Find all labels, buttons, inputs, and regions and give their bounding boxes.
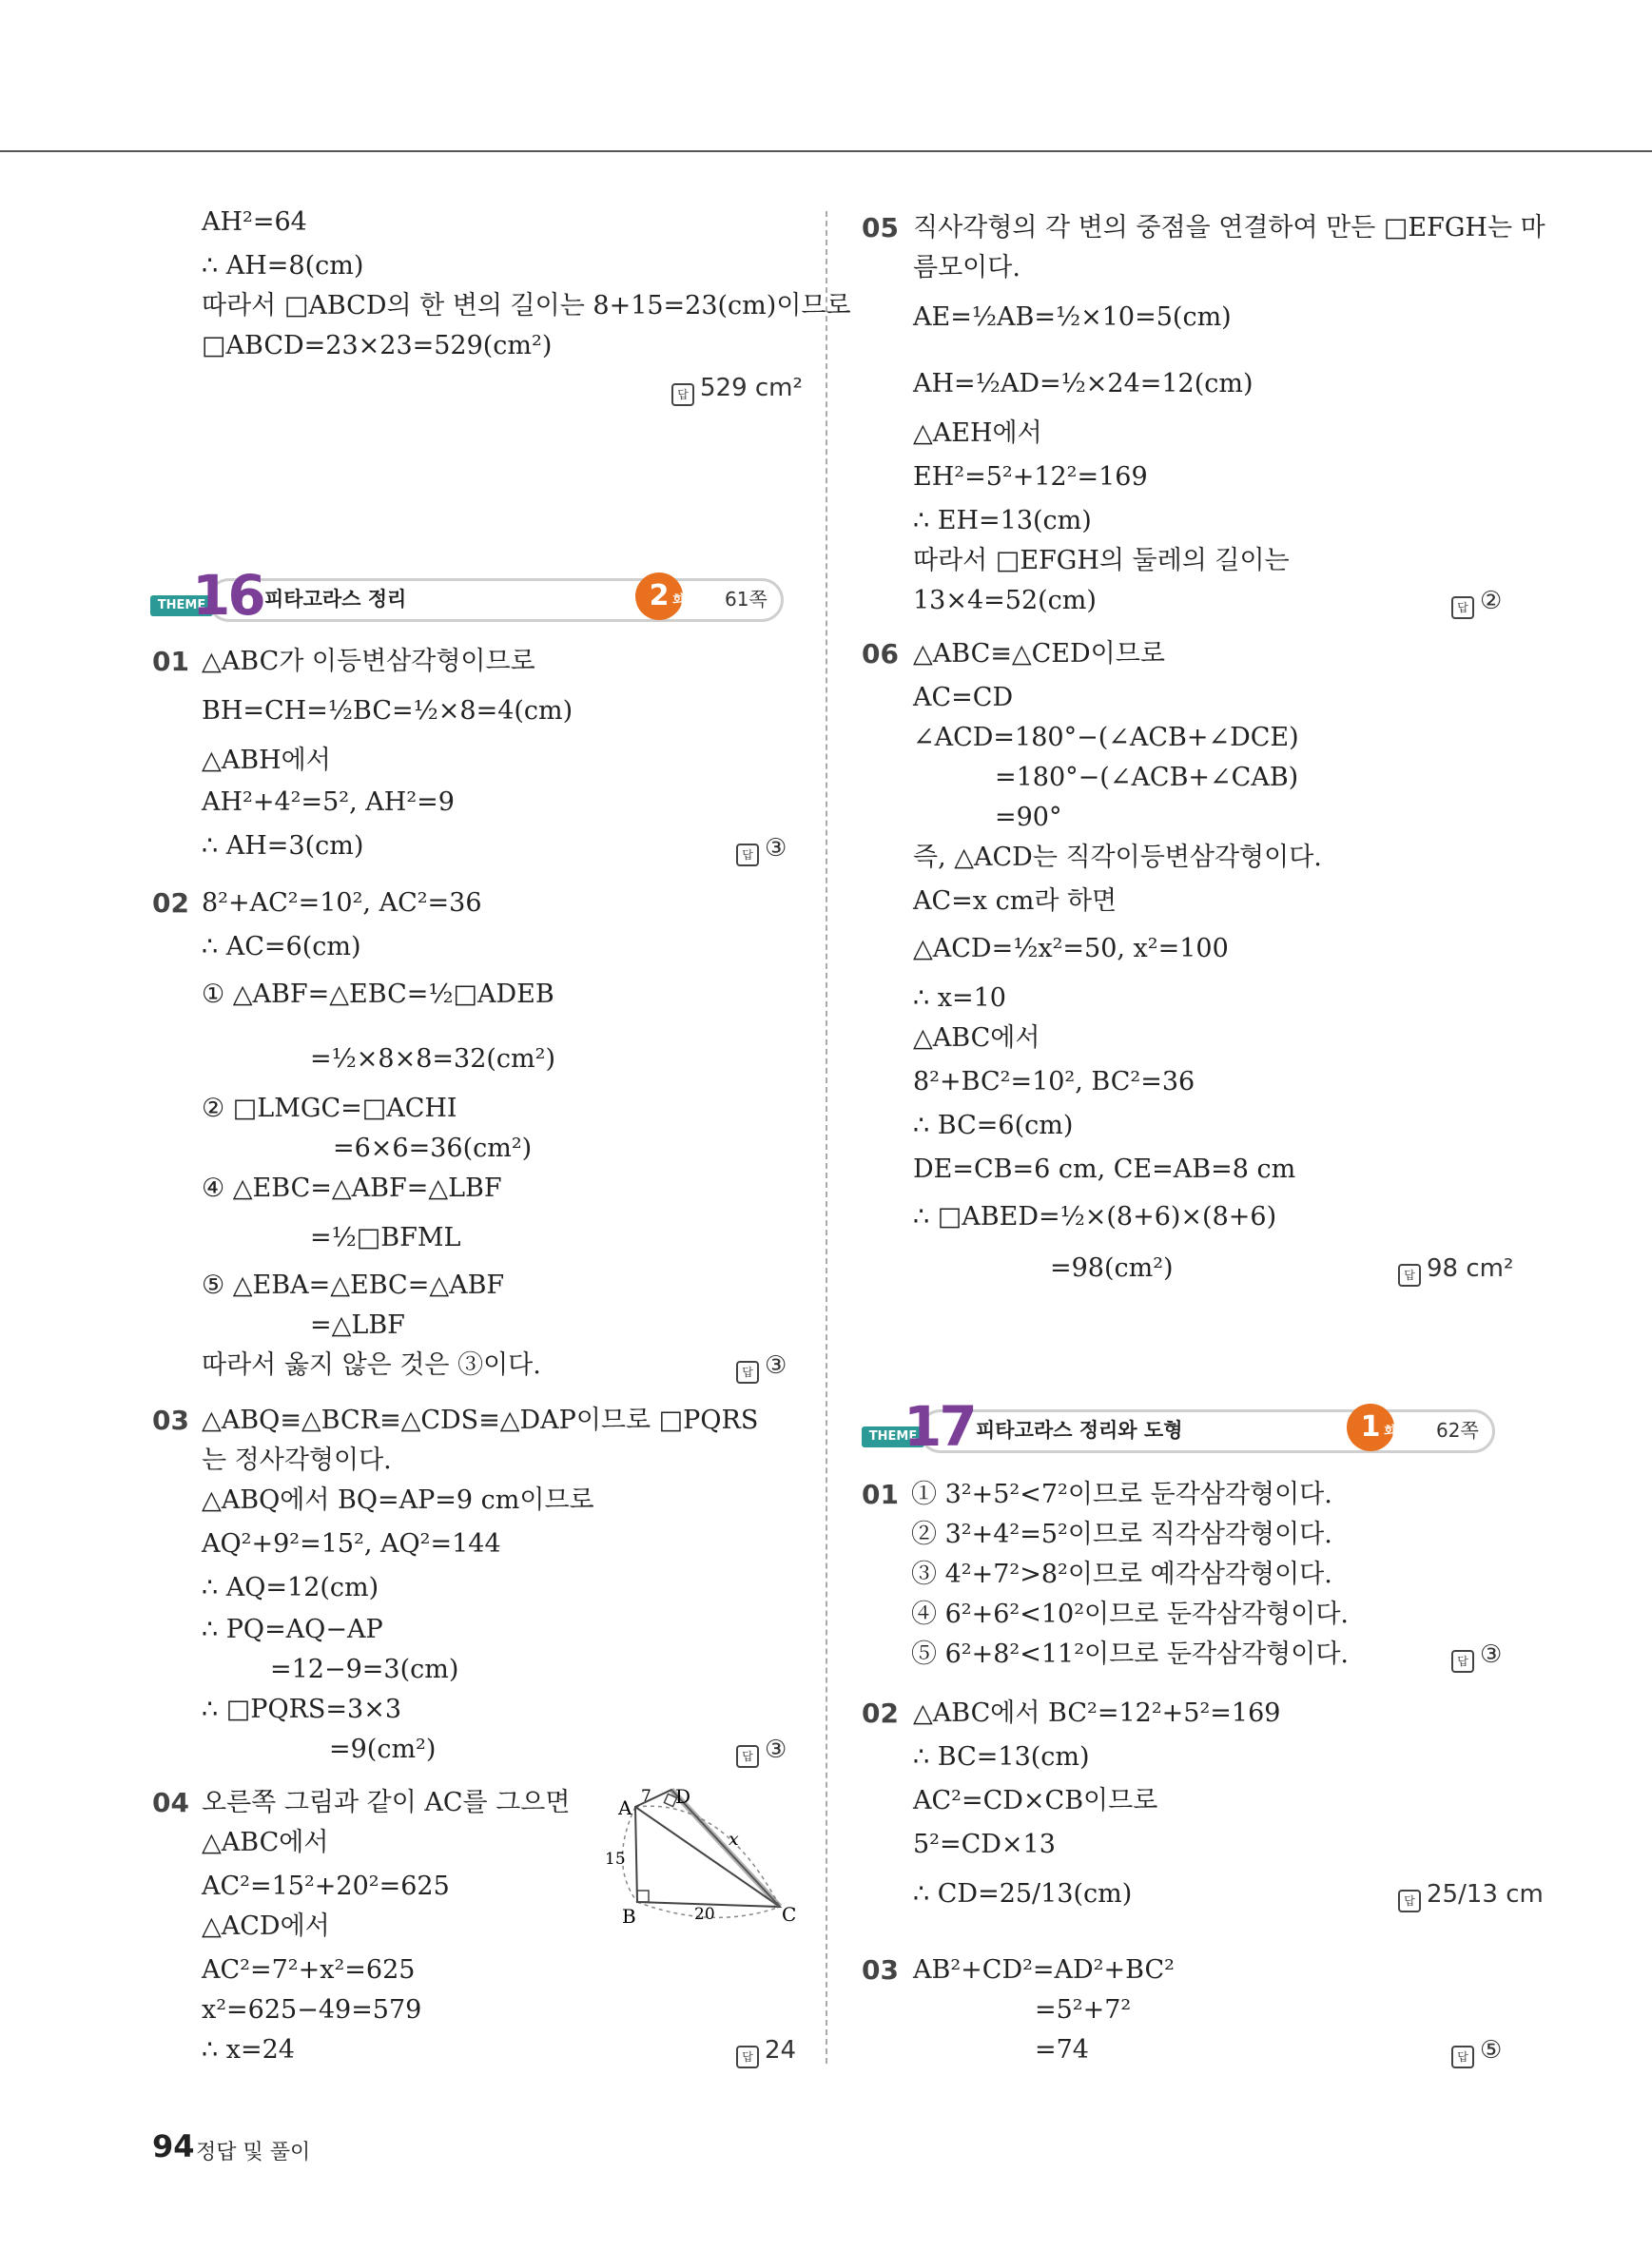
text-line: 따라서 □ABCD의 한 변의 길이는 8+15=23(cm)이므로 bbox=[202, 291, 851, 320]
theme-tag: THEME bbox=[150, 595, 213, 616]
header-rule bbox=[0, 150, 1652, 152]
question-number: 04 bbox=[152, 1787, 189, 1818]
label-c: C bbox=[782, 1903, 797, 1926]
diagonal-ac bbox=[635, 1807, 780, 1907]
text-line: ∴ AC=6(cm) bbox=[202, 932, 361, 961]
answer-value: 24 bbox=[765, 2036, 797, 2065]
answer-icon: 답 bbox=[736, 1745, 759, 1768]
answer-icon: 답 bbox=[736, 2046, 759, 2068]
label-ab: 15 bbox=[605, 1850, 626, 1869]
label-d: D bbox=[675, 1788, 691, 1808]
page-ref: 62쪽 bbox=[1436, 1419, 1479, 1442]
answer bbox=[671, 371, 803, 406]
text-line: ∴ EH=13(cm) bbox=[913, 506, 1092, 535]
text-line: AC²=7²+x²=625 bbox=[202, 1955, 416, 1985]
question-number: 03 bbox=[152, 1405, 189, 1436]
theme-title: 피타고라스 정리 bbox=[264, 588, 407, 611]
question-number: 01 bbox=[862, 1479, 899, 1510]
text-line: △ABC가 이등변삼각형이므로 bbox=[202, 647, 535, 676]
page-ref: 61쪽 bbox=[725, 588, 768, 611]
answer-icon: 답 bbox=[736, 1361, 759, 1384]
text-line: □ABCD=23×23=529(cm²) bbox=[202, 331, 553, 360]
label-a: A bbox=[618, 1796, 632, 1819]
text-line: AQ²+9²=15², AQ²=144 bbox=[202, 1529, 501, 1559]
text-line: AB²+CD²=AD²+BC² bbox=[913, 1955, 1175, 1985]
answer bbox=[1398, 1877, 1544, 1912]
text-line: 직사각형의 각 변의 중점을 연결하여 만든 □EFGH는 마 bbox=[913, 213, 1545, 243]
quadrilateral-figure bbox=[599, 1788, 799, 1940]
answer bbox=[736, 2033, 796, 2068]
footer-label: 정답 및 풀이 bbox=[196, 2141, 311, 2164]
text-line: ∠ACD=180°−(∠ACB+∠DCE) bbox=[913, 723, 1299, 752]
text-line: =12−9=3(cm) bbox=[270, 1655, 459, 1684]
answer-value: 529 cm² bbox=[700, 374, 803, 402]
question-number: 02 bbox=[862, 1698, 899, 1729]
answer bbox=[1398, 1252, 1513, 1287]
text-line: ∴ x=24 bbox=[202, 2035, 295, 2065]
text-line: ② □LMGC=□ACHI bbox=[202, 1094, 457, 1123]
text-line: AH=½AD=½×24=12(cm) bbox=[913, 369, 1254, 398]
answer-value: ⑤ bbox=[1480, 2036, 1503, 2065]
round-suffix: 회 bbox=[672, 593, 685, 608]
page-number: 94 bbox=[152, 2128, 195, 2164]
text-line: ④ △EBC=△ABF=△LBF bbox=[202, 1174, 502, 1203]
text-line: ∴ BC=6(cm) bbox=[913, 1111, 1074, 1140]
round-badge: 2 bbox=[635, 572, 683, 620]
theme-number: 16 bbox=[192, 563, 263, 628]
answer-value: ③ bbox=[765, 1736, 787, 1764]
text-line: AC²=15²+20²=625 bbox=[202, 1872, 450, 1901]
text-line: 름모이다. bbox=[913, 253, 1020, 282]
theme-number: 17 bbox=[904, 1394, 975, 1459]
text-line: 따라서 옳지 않은 것은 ③이다. bbox=[202, 1350, 541, 1380]
text-line: =6×6=36(cm²) bbox=[333, 1134, 533, 1163]
text-line: 5²=CD×13 bbox=[913, 1830, 1056, 1859]
text-line: △AEH에서 bbox=[913, 418, 1042, 448]
text-line: △ABC≡△CED이므로 bbox=[913, 639, 1165, 669]
answer-value: 98 cm² bbox=[1427, 1254, 1514, 1283]
answer-icon: 답 bbox=[671, 383, 694, 406]
text-line: 오른쪽 그림과 같이 AC를 그으면 bbox=[202, 1788, 571, 1817]
answer bbox=[736, 1733, 787, 1768]
answer bbox=[1451, 1638, 1502, 1673]
answer-value: ③ bbox=[765, 1351, 787, 1380]
column-divider bbox=[826, 211, 827, 2064]
text-line: AH²+4²=5², AH²=9 bbox=[202, 787, 455, 817]
text-line: 8²+BC²=10², BC²=36 bbox=[913, 1067, 1195, 1096]
question-number: 05 bbox=[862, 212, 899, 243]
answer bbox=[1451, 2033, 1502, 2068]
text-line: AC=CD bbox=[913, 683, 1014, 712]
text-line: AC=x cm라 하면 bbox=[913, 886, 1118, 916]
text-line: 는 정사각형이다. bbox=[202, 1446, 392, 1475]
text-line: ④ 6²+6²<10²이므로 둔각삼각형이다. bbox=[911, 1600, 1349, 1629]
text-line: =180°−(∠ACB+∠CAB) bbox=[995, 763, 1299, 792]
answer-icon: 답 bbox=[1398, 1890, 1421, 1912]
question-number: 02 bbox=[152, 887, 189, 919]
text-line: 13×4=52(cm) bbox=[913, 586, 1097, 615]
text-line: DE=CB=6 cm, CE=AB=8 cm bbox=[913, 1155, 1296, 1184]
text-line: AE=½AB=½×10=5(cm) bbox=[913, 302, 1232, 332]
text-line: ② 3²+4²=5²이므로 직각삼각형이다. bbox=[911, 1520, 1332, 1549]
text-line: ① 3²+5²<7²이므로 둔각삼각형이다. bbox=[911, 1480, 1332, 1509]
text-line: ∴ □ABED=½×(8+6)×(8+6) bbox=[913, 1202, 1277, 1232]
text-line: ∴ BC=13(cm) bbox=[913, 1742, 1090, 1772]
text-line: 8²+AC²=10², AC²=36 bbox=[202, 888, 482, 918]
label-b: B bbox=[622, 1905, 636, 1928]
text-line: =90° bbox=[995, 803, 1062, 832]
answer-icon: 답 bbox=[1398, 1264, 1421, 1287]
text-line: AH²=64 bbox=[202, 207, 307, 237]
question-number: 06 bbox=[862, 638, 899, 669]
text-line: 즉, △ACD는 직각이등변삼각형이다. bbox=[913, 843, 1322, 872]
text-line: ∴ x=10 bbox=[913, 983, 1006, 1013]
text-line: ∴ CD=25/13(cm) bbox=[913, 1879, 1133, 1909]
label-dc: x bbox=[729, 1829, 739, 1850]
quad-outline bbox=[635, 1790, 780, 1907]
theme-16-header bbox=[150, 563, 787, 628]
text-line: BH=CH=½BC=½×8=4(cm) bbox=[202, 696, 573, 726]
text-line: =5²+7² bbox=[1035, 1995, 1132, 2025]
text-line: △ABC에서 bbox=[913, 1023, 1040, 1053]
text-line: ∴ PQ=AQ−AP bbox=[202, 1615, 383, 1644]
text-line: ③ 4²+7²>8²이므로 예각삼각형이다. bbox=[911, 1560, 1332, 1589]
text-line: 따라서 □EFGH의 둘레의 길이는 bbox=[913, 546, 1290, 575]
text-line: △ABQ≡△BCR≡△CDS≡△DAP이므로 □PQRS bbox=[202, 1406, 759, 1435]
text-line: =98(cm²) bbox=[1050, 1253, 1174, 1283]
label-bc: 20 bbox=[694, 1905, 715, 1924]
text-line: =½×8×8=32(cm²) bbox=[310, 1044, 555, 1074]
answer-icon: 답 bbox=[1451, 2046, 1474, 2068]
text-line: △ABC에서 BC²=12²+5²=169 bbox=[913, 1698, 1281, 1728]
round-suffix: 회 bbox=[1384, 1425, 1396, 1439]
theme-title: 피타고라스 정리와 도형 bbox=[976, 1419, 1183, 1442]
answer-value: ③ bbox=[765, 834, 787, 863]
text-line: △ABQ에서 BQ=AP=9 cm이므로 bbox=[202, 1485, 594, 1515]
text-line: =½□BFML bbox=[310, 1223, 461, 1252]
label-ad: 7 bbox=[641, 1788, 651, 1806]
text-line: EH²=5²+12²=169 bbox=[913, 462, 1148, 492]
answer-icon: 답 bbox=[736, 844, 759, 866]
answer bbox=[736, 1349, 787, 1384]
answer bbox=[1451, 584, 1502, 619]
text-line: △ABH에서 bbox=[202, 746, 331, 775]
text-line: ∴ AH=3(cm) bbox=[202, 831, 364, 861]
text-line: x²=625−49=579 bbox=[202, 1995, 422, 2025]
text-line: △ACD=½x²=50, x²=100 bbox=[913, 934, 1229, 963]
text-line: ⑤ △EBA=△EBC=△ABF bbox=[202, 1271, 505, 1300]
text-line: AC²=CD×CB이므로 bbox=[913, 1786, 1158, 1815]
question-number: 01 bbox=[152, 646, 189, 677]
text-line: △ABC에서 bbox=[202, 1828, 329, 1857]
answer-value: ③ bbox=[1480, 1640, 1503, 1669]
theme-17-header bbox=[862, 1394, 1499, 1459]
answer-value: ② bbox=[1480, 587, 1503, 615]
answer-icon: 답 bbox=[1451, 596, 1474, 619]
text-line: ⑤ 6²+8²<11²이므로 둔각삼각형이다. bbox=[911, 1640, 1349, 1669]
text-line: =9(cm²) bbox=[329, 1735, 437, 1764]
text-line: △ACD에서 bbox=[202, 1911, 330, 1941]
text-line: ① △ABF=△EBC=½□ADEB bbox=[202, 980, 554, 1009]
text-line: ∴ AH=8(cm) bbox=[202, 251, 364, 281]
theme-tag: THEME bbox=[862, 1426, 924, 1447]
text-line: ∴ □PQRS=3×3 bbox=[202, 1695, 402, 1724]
answer-icon: 답 bbox=[1451, 1650, 1474, 1673]
round-badge: 1 bbox=[1347, 1404, 1394, 1451]
text-line: ∴ AQ=12(cm) bbox=[202, 1573, 379, 1602]
text-line: =△LBF bbox=[310, 1310, 405, 1340]
right-angle-b bbox=[637, 1891, 649, 1902]
text-line: =74 bbox=[1035, 2035, 1089, 2065]
question-number: 03 bbox=[862, 1954, 899, 1986]
answer-value: 25/13 cm bbox=[1427, 1880, 1544, 1909]
answer bbox=[736, 831, 787, 866]
